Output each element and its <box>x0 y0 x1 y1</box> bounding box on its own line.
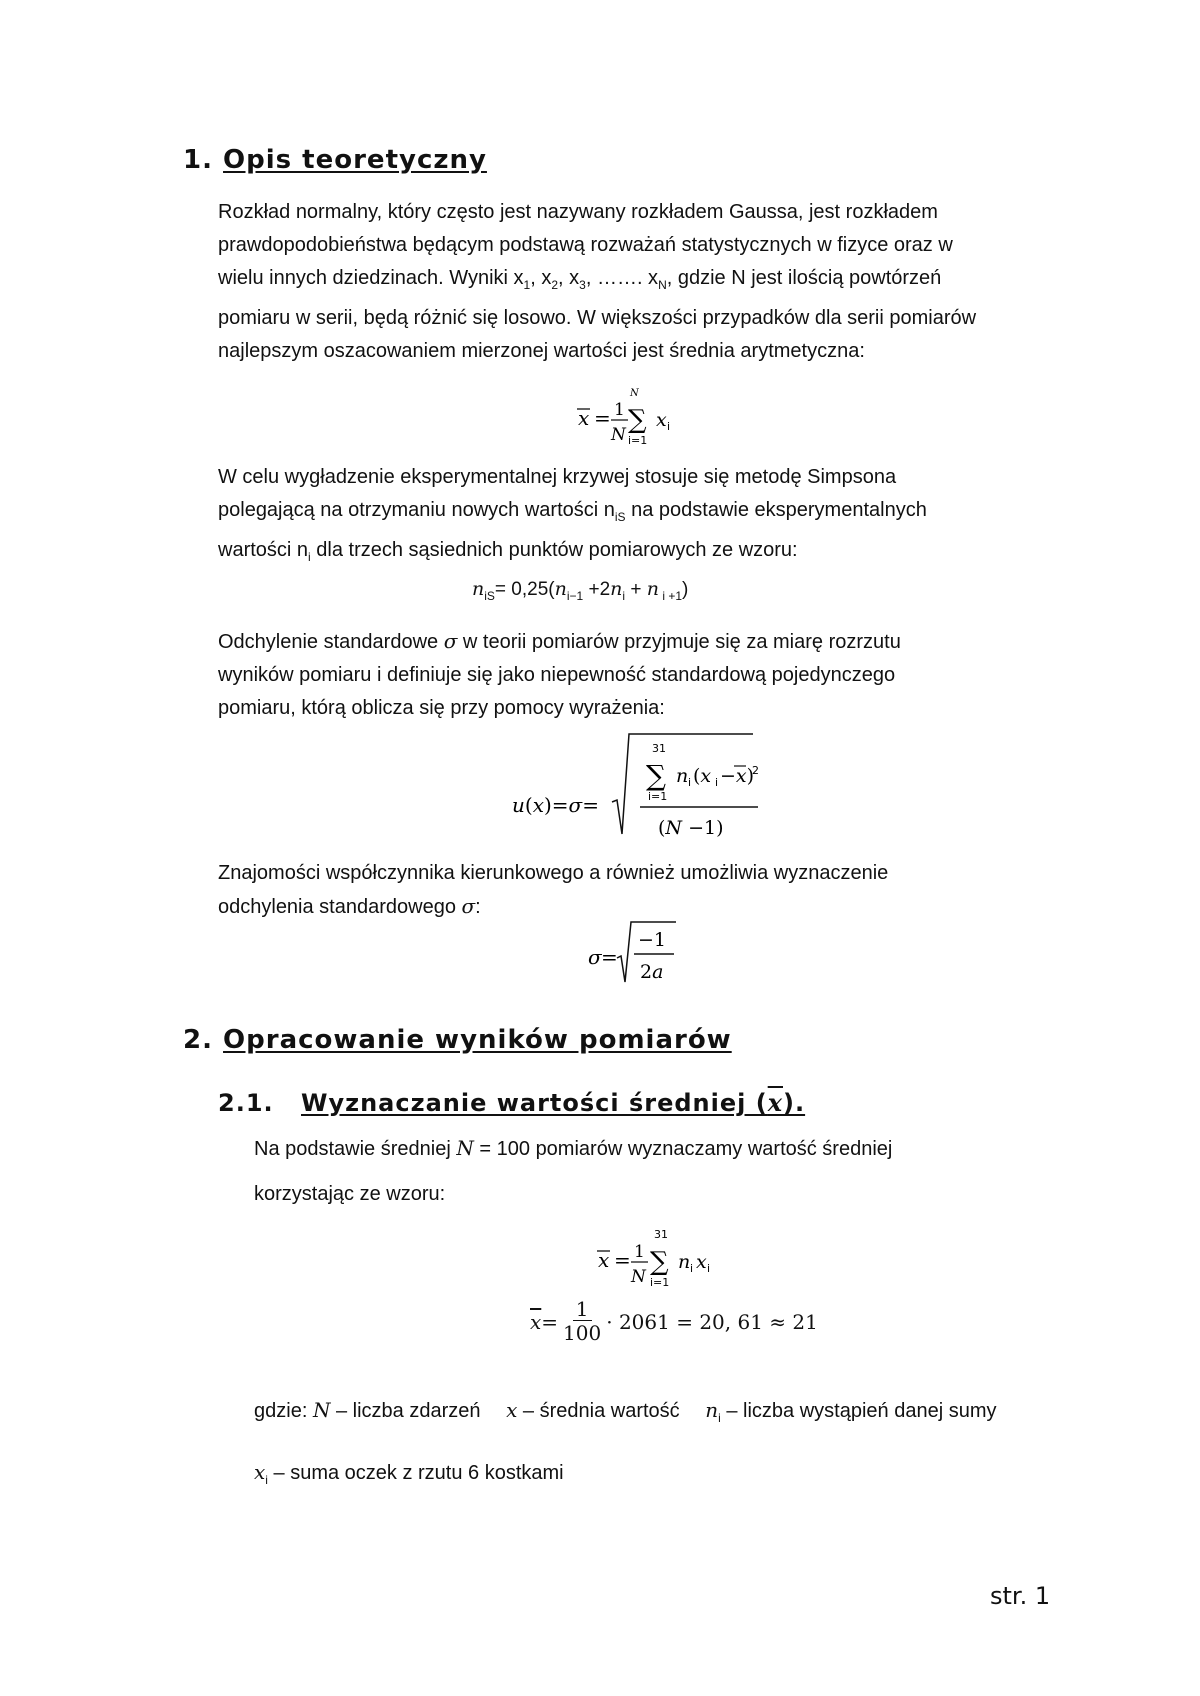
paragraph-std-dev <box>218 625 1078 725</box>
text-line: Znajomości współczynnika kierunkowego a również umożliwia wyznaczenie <box>218 862 889 884</box>
section-2-title: Opracowanie wyników pomiarów <box>223 1025 732 1055</box>
svg-text:∑: ∑ <box>646 759 666 792</box>
paragraph-slope <box>218 857 1078 924</box>
svg-text:=: = <box>614 1248 631 1272</box>
section-1-title: Opis teoretyczny <box>223 145 487 175</box>
svg-text:−1: −1 <box>638 929 667 951</box>
svg-text:(x: (x <box>693 765 712 787</box>
text-line: wartości $n_i$ dla trzech sąsiednich punktów pomiarowych ze wzoru: <box>218 539 798 564</box>
svg-text:N: N <box>611 425 626 445</box>
svg-text:i: i <box>688 776 692 789</box>
svg-text:i=1: i=1 <box>628 434 648 447</box>
formula-sigma-slope <box>586 918 686 988</box>
svg-text:∑: ∑ <box>628 405 647 435</box>
svg-text:x: x <box>598 1248 610 1272</box>
section-1-heading <box>183 145 487 175</box>
svg-text:1: 1 <box>634 1242 645 1262</box>
svg-text:−x): −x) <box>720 765 755 787</box>
svg-text:u(x)=σ=: u(x)=σ= <box>512 793 599 817</box>
page-number: str. 1 <box>990 1582 1051 1610</box>
svg-text:i: i <box>667 420 671 433</box>
section-2-number: 2. <box>183 1025 213 1055</box>
section-2-heading <box>183 1025 732 1055</box>
svg-text:(N −1): (N −1) <box>658 817 724 839</box>
text-line: wielu innych dziedzinach. Wyniki $x_1$, $x_2$, $x_3$, ……. $x_N$, gdzie N jest ilością powtórzeń <box>218 267 942 292</box>
svg-text:i=1: i=1 <box>648 790 668 803</box>
text-line: W celu wygładzenie eksperymentalnej krzywej stosuje się metodę Simpsona <box>218 466 897 488</box>
svg-text:N: N <box>631 1267 646 1287</box>
subsection-2-1-heading <box>218 1088 805 1117</box>
formula-uncertainty <box>508 730 768 845</box>
legend-line-2: $x_i$ – suma oczek z rzutu 6 kostkami <box>254 1460 564 1487</box>
text-line: pomiaru w serii, będą różnić się losowo. W większości przypadków dla serii pomiarów <box>218 307 977 329</box>
svg-text:x: x <box>578 406 590 430</box>
text-line: prawdopodobieństwa będącym podstawą rozważań statystycznych w fizyce oraz w <box>218 234 953 256</box>
paragraph-gauss <box>218 196 1078 368</box>
svg-text:=: = <box>594 406 611 430</box>
text-line: Odchylenie standardowe σ w teorii pomiarów przyjmuje się za miarę rozrzutu <box>218 629 901 653</box>
subsection-2-1-title: Wyznaczanie wartości średniej (x). <box>301 1088 806 1117</box>
formula-mean-weighted <box>594 1222 734 1294</box>
text-line: najlepszym oszacowaniem mierzonej wartości jest średnia arytmetyczna: <box>218 340 865 362</box>
svg-text:∑: ∑ <box>650 1247 669 1277</box>
svg-text:31: 31 <box>654 1228 668 1241</box>
paragraph-formula-intro: korzystając ze wzoru: <box>254 1183 446 1205</box>
svg-text:n: n <box>676 765 689 787</box>
section-1-number: 1. <box>183 145 213 175</box>
svg-text:x: x <box>656 409 667 431</box>
paragraph-simpson <box>218 461 1078 574</box>
svg-text:31: 31 <box>652 742 666 755</box>
svg-text:σ: σ <box>588 945 602 969</box>
formula-mean <box>570 382 710 452</box>
text-line: pomiaru, którą oblicza się przy pomocy wyrażenia: <box>218 697 665 719</box>
svg-text:=: = <box>601 945 618 969</box>
formula-mean-calculation: $\overline{x}$ = $\frac{1}{100}$ · 2061 = 20, 61 ≈ 21 <box>530 1297 818 1345</box>
svg-text:2a: 2a <box>640 961 664 983</box>
text-line: polegającą na otrzymaniu nowych wartości $n_{iS}$ na podstawie eksperymentalnych <box>218 499 927 524</box>
legend-line-1: gdzie: N – liczba zdarzeń x – średnia wartość $n_i$ – liczba wystąpień danej sumy <box>254 1398 997 1425</box>
svg-text:n: n <box>678 1251 691 1273</box>
text-line: Rozkład normalny, który często jest nazywany rozkładem Gaussa, jest rozkładem <box>218 201 938 223</box>
svg-text:i: i <box>690 1262 694 1275</box>
text-line: wyników pomiaru i definiuje się jako niepewność standardową pojedynczego <box>218 664 896 686</box>
text-line: odchylenia standardowego σ: <box>218 894 481 918</box>
svg-text:i: i <box>715 776 719 789</box>
svg-text:i: i <box>707 1262 711 1275</box>
paragraph-n100: Na podstawie średniej N = 100 pomiarów wyznaczamy wartość średniej <box>254 1136 893 1160</box>
svg-text:2: 2 <box>752 764 759 777</box>
svg-text:N: N <box>630 388 639 399</box>
svg-text:i=1: i=1 <box>650 1276 670 1289</box>
formula-simpson: $n_{iS}= 0,25(n_{i-1} +2n_i + n$ $_{i +1}$) <box>472 578 689 603</box>
subsection-2-1-number: 2.1. <box>218 1089 274 1117</box>
svg-text:x: x <box>696 1251 707 1273</box>
svg-text:1: 1 <box>614 400 625 420</box>
